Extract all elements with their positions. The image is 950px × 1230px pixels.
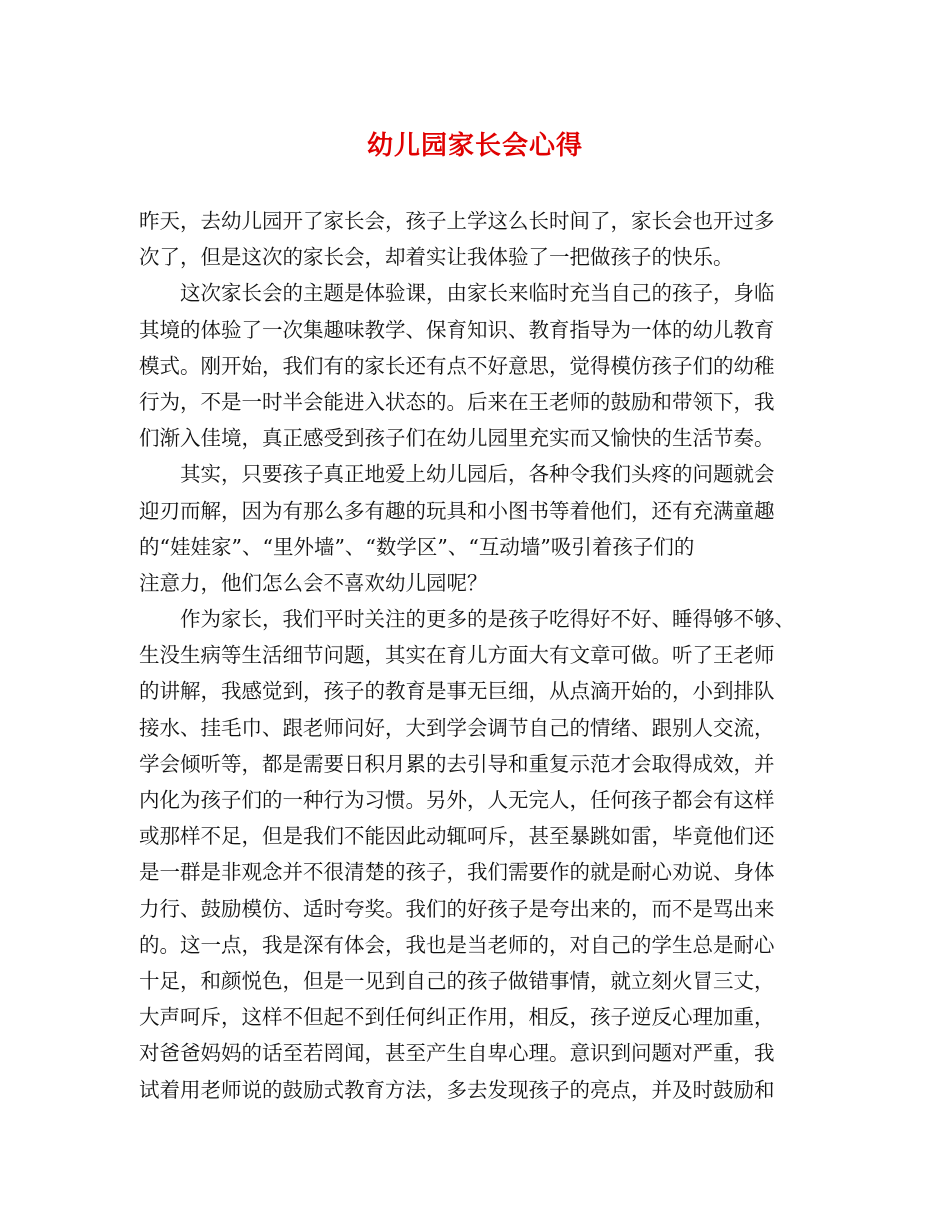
document-title: 幼儿园家长会心得 <box>366 131 583 161</box>
document-body <box>139 203 819 1108</box>
body-line: 昨天，去幼儿园开了家长会，孩子上学这么长时间了，家长会也开过多 <box>139 209 775 233</box>
body-line: 大声呵斥，这样不但起不到任何纠正作用，相反，孩子逆反心理加重， <box>139 1005 775 1030</box>
body-line: 试着用老师说的鼓励式教育方法，多去发现孩子的亮点，并及时鼓励和 <box>139 1077 775 1102</box>
body-line: 其境的体验了一次集趣味教学、保育知识、教育指导为一体的幼儿教育 <box>139 317 775 342</box>
body-line: 模式。刚开始，我们有的家长还有点不好意思，觉得模仿孩子们的幼稚 <box>139 353 775 378</box>
body-line: 学会倾听等，都是需要日积月累的去引导和重复示范才会取得成效，并 <box>139 751 775 776</box>
body-line: 是一群是非观念并不很清楚的孩子，我们需要作的就是耐心劝说、身体 <box>139 860 775 885</box>
body-line: 行为，不是一时半会能进入状态的。后来在王老师的鼓励和带领下，我 <box>139 389 775 414</box>
body-line: 这次家长会的主题是体验课，由家长来临时充当自己的孩子，身临 <box>139 281 775 306</box>
body-line: 生没生病等生活细节问题，其实在育儿方面大有文章可做。听了王老师 <box>139 643 775 668</box>
body-line: 力行、鼓励模仿、适时夸奖。我们的好孩子是夸出来的，而不是骂出来 <box>139 896 775 921</box>
body-line: 的讲解，我感觉到，孩子的教育是事无巨细，从点滴开始的，小到排队 <box>139 679 775 704</box>
body-line: 的“娃娃家”、“里外墙”、“数学区”、“互动墙”吸引着孩子们的 <box>139 534 695 559</box>
body-line: 作为家长，我们平时关注的更多的是孩子吃得好不好、睡得够不够、 <box>139 607 795 632</box>
body-line: 们渐入佳境，真正感受到孩子们在幼儿园里充实而又愉快的生活节奏。 <box>139 426 775 451</box>
body-line: 注意力，他们怎么会不喜欢幼儿园呢？ <box>139 570 488 595</box>
body-line: 次了，但是这次的家长会，却着实让我体验了一把做孩子的快乐。 <box>139 245 734 270</box>
body-line: 的。这一点，我是深有体会，我也是当老师的，对自己的学生总是耐心 <box>139 932 775 957</box>
body-line: 十足，和颜悦色，但是一见到自己的孩子做错事情，就立刻火冒三丈， <box>139 968 775 993</box>
body-line: 其实，只要孩子真正地爱上幼儿园后，各种令我们头疼的问题就会 <box>139 462 775 487</box>
body-line: 对爸爸妈妈的话至若罔闻，甚至产生自卑心理。意识到问题对严重，我 <box>139 1041 775 1066</box>
body-line: 迎刃而解，因为有那么多有趣的玩具和小图书等着他们，还有充满童趣 <box>139 498 775 523</box>
body-line: 内化为孩子们的一种行为习惯。另外，人无完人，任何孩子都会有这样 <box>139 788 775 812</box>
body-line: 或那样不足，但是我们不能因此动辄呵斥，甚至暴跳如雷，毕竟他们还 <box>139 824 775 849</box>
body-line: 接水、挂毛巾、跟老师问好，大到学会调节自己的情绪、跟别人交流， <box>139 715 775 740</box>
